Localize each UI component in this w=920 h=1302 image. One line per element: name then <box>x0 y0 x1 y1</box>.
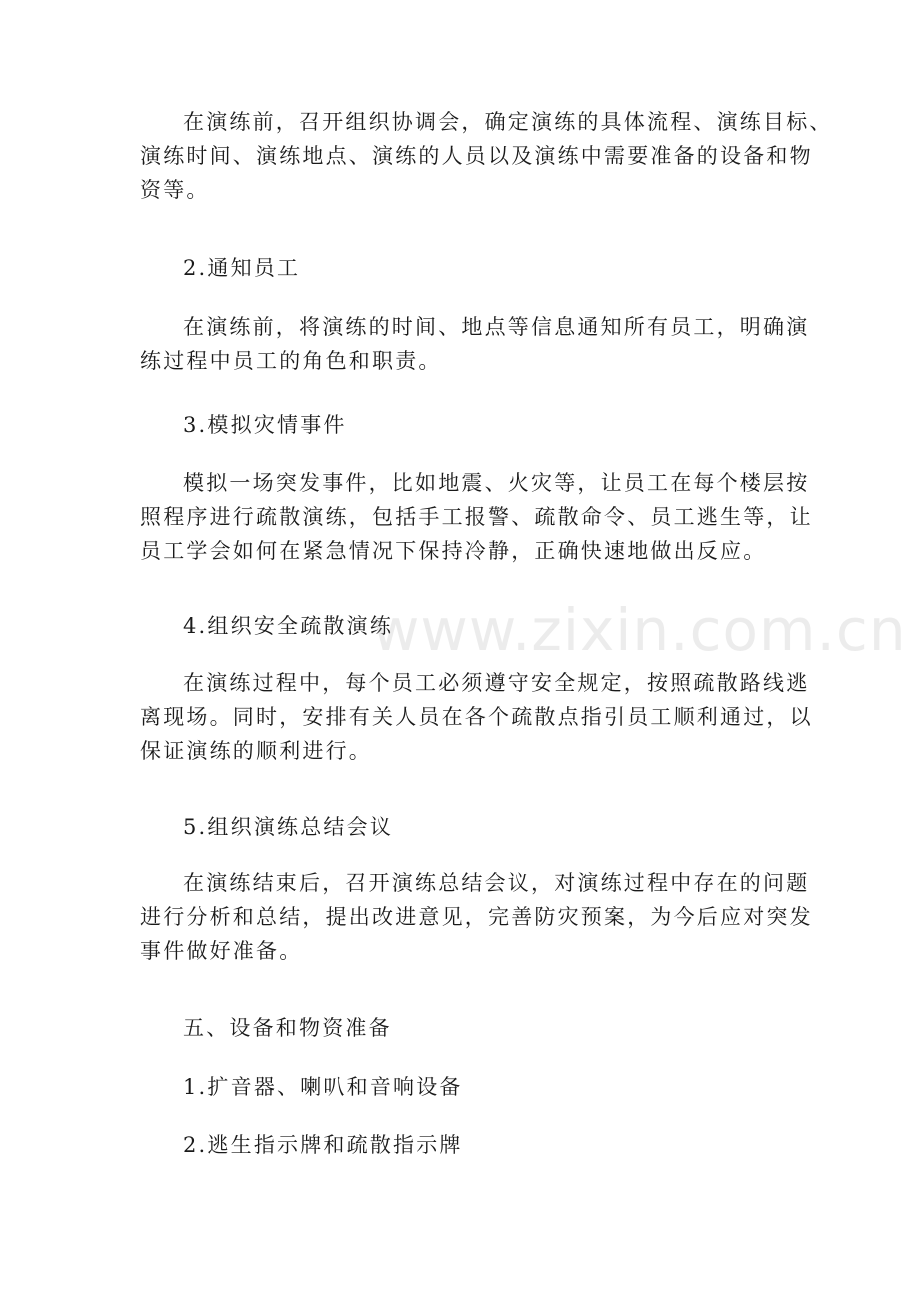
paragraph-line: 资等。 <box>140 178 210 202</box>
paragraph-line: 保证演练的顺利进行。 <box>140 739 372 763</box>
paragraph-line: 在演练过程中，每个员工必须遵守安全规定，按照疏散路线逃 <box>183 671 810 695</box>
heading-simulate-disaster: 3.模拟灾情事件 <box>183 413 347 437</box>
paragraph-line: 演练时间、演练地点、演练的人员以及演练中需要准备的设备和物 <box>140 144 813 168</box>
paragraph-notify-staff <box>140 310 810 378</box>
section-heading-equipment: 五、设备和物资准备 <box>183 1016 392 1040</box>
paragraph-simulate-disaster <box>140 466 813 568</box>
paragraph-line: 员工学会如何在紧急情况下保持冷静，正确快速地做出反应。 <box>140 539 767 563</box>
paragraph-summary-meeting <box>140 866 813 968</box>
paragraph-line: 事件做好准备。 <box>140 939 303 963</box>
heading-evacuation-drill: 4.组织安全疏散演练 <box>183 614 394 638</box>
paragraph-line: 进行分析和总结，提出改进意见，完善防灾预案，为今后应对突发 <box>140 905 813 929</box>
paragraph-line: 照程序进行疏散演练，包括手工报警、疏散命令、员工逃生等，让 <box>140 505 813 529</box>
paragraph-meeting <box>140 105 833 207</box>
heading-summary-meeting: 5.组织演练总结会议 <box>183 815 394 839</box>
paragraph-line: 练过程中员工的角色和职责。 <box>140 349 442 373</box>
paragraph-line: 在演练结束后，召开演练总结会议，对演练过程中存在的问题 <box>183 871 810 895</box>
heading-notify-staff: 2.通知员工 <box>183 256 301 280</box>
paragraph-line: 在演练前，将演练的时间、地点等信息通知所有员工，明确演 <box>183 315 810 339</box>
paragraph-line: 模拟一场突发事件，比如地震、火灾等，让员工在每个楼层按 <box>183 471 810 495</box>
list-item-exit-signs: 2.逃生指示牌和疏散指示牌 <box>183 1133 463 1157</box>
paragraph-line: 离现场。同时，安排有关人员在各个疏散点指引员工顺利通过，以 <box>140 705 813 729</box>
paragraph-evacuation-drill <box>140 666 813 768</box>
list-item-loudspeakers: 1.扩音器、喇叭和音响设备 <box>183 1075 463 1099</box>
paragraph-line: 在演练前，召开组织协调会，确定演练的具体流程、演练目标、 <box>183 110 833 134</box>
watermark: www.zixin.com.cn <box>372 596 907 664</box>
